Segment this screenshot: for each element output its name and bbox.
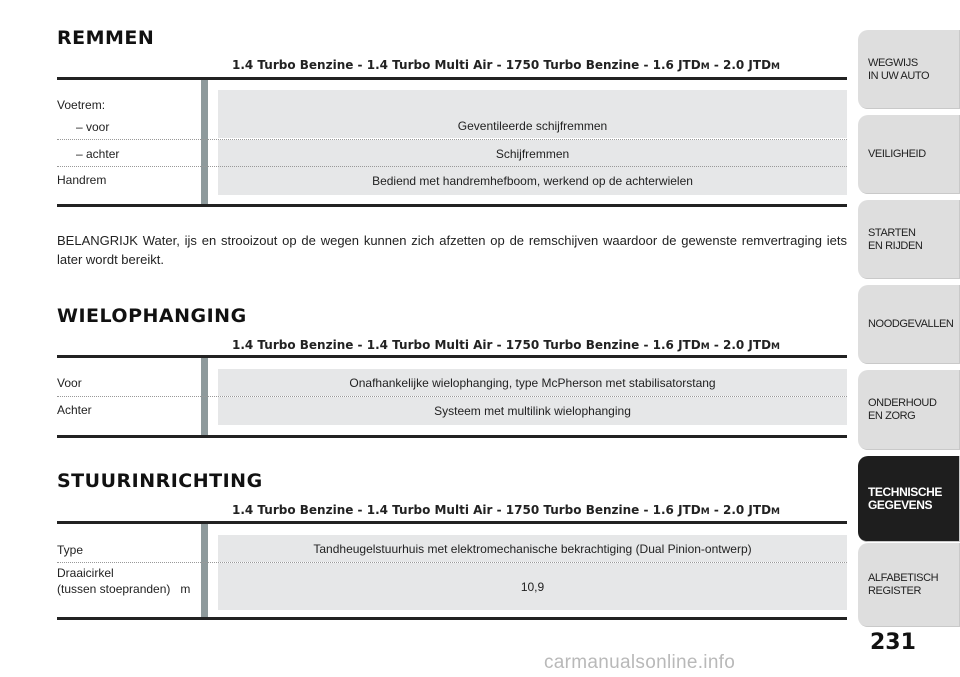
table-cell (218, 90, 847, 138)
section-rule (57, 77, 847, 80)
tab-noodgevallen[interactable] (858, 285, 960, 364)
engine-header-suffix: M (771, 507, 781, 517)
table-cell (218, 535, 847, 562)
section-title-brakes: REMMEN (57, 27, 155, 49)
table-cell (218, 563, 847, 610)
row-label: (tussen stoepranden) m (57, 582, 191, 596)
row-divider (57, 166, 847, 167)
section-title-steering: STUURINRICHTING (57, 470, 263, 492)
page-number: 231 (870, 630, 916, 655)
tab-label: STARTEN EN RIJDEN (868, 226, 923, 252)
engine-header-text: 1.4 Turbo Benzine - 1.4 Turbo Multi Air - 1750 Turbo Benzine - 1.6 JTD (232, 338, 701, 352)
row-divider (57, 396, 847, 397)
row-label: – achter (76, 147, 120, 161)
table-cell (218, 167, 847, 195)
table-cell (218, 397, 847, 425)
row-label: Voor (57, 376, 82, 390)
engine-header-suffix: M (771, 342, 781, 352)
cell-value: Geventileerde schijfremmen (457, 119, 608, 133)
watermark: carmanualsonline.info (544, 652, 736, 673)
tab-veiligheid[interactable] (858, 115, 960, 194)
important-note: BELANGRIJK Water, ijs en strooizout op de wegen kunnen zich afzetten op de remschijven waardoor de gewenste remvertraging iets later wordt bereikt. (57, 233, 847, 267)
cell-value: 10,9 (520, 579, 545, 594)
table-cell (218, 140, 847, 167)
engine-header-text: - 2.0 JTD (709, 58, 772, 72)
cell-value: Bediend met handremhefboom, werkend op de achterwielen (372, 174, 693, 188)
engine-header-text: 1.4 Turbo Benzine - 1.4 Turbo Multi Air - 1750 Turbo Benzine - 1.6 JTD (232, 58, 701, 72)
engine-header-text: - 2.0 JTD (709, 338, 772, 352)
tab-starten[interactable] (858, 200, 960, 279)
cell-value: Systeem met multilink wielophanging (434, 404, 631, 418)
tab-wegwijs[interactable] (858, 30, 960, 109)
tab-label: WEGWIJS IN UW AUTO (868, 56, 930, 82)
engine-header-text: 1.4 Turbo Benzine - 1.4 Turbo Multi Air - 1750 Turbo Benzine - 1.6 JTD (232, 503, 701, 517)
cell-value: Onafhankelijke wielophanging, type McPherson met stabilisatorstang (349, 375, 716, 390)
row-label: Voetrem: (57, 98, 106, 112)
row-label: Handrem (57, 173, 107, 187)
engine-header-text: - 2.0 JTD (709, 503, 772, 517)
row-label: Achter (57, 403, 92, 417)
column-divider (201, 524, 208, 617)
section-rule (57, 617, 847, 620)
tab-label: ALFABETISCH REGISTER (868, 572, 939, 597)
section-rule (57, 521, 847, 524)
section-rule (57, 435, 847, 438)
table-cell (218, 369, 847, 396)
row-label: Type (57, 543, 84, 557)
column-divider (201, 80, 208, 204)
engine-header-suffix: M (700, 342, 710, 352)
tab-technische-gegevens[interactable] (858, 456, 960, 542)
section-rule (57, 355, 847, 358)
engine-header-suffix: M (700, 62, 710, 72)
tab-label: VEILIGHEID (868, 148, 926, 160)
engine-header-suffix: M (700, 507, 710, 517)
section-rule (57, 204, 847, 207)
engine-header-brakes (232, 58, 847, 78)
engine-header-suffix: M (771, 62, 781, 72)
tab-label: TECHNISCHE GEGEVENS (868, 485, 943, 512)
tab-label: ONDERHOUD EN ZORG (868, 397, 937, 422)
cell-value: Schijfremmen (495, 146, 570, 161)
tab-onderhoud[interactable] (858, 370, 960, 450)
row-label: – voor (76, 120, 110, 134)
cell-value: Tandheugelstuurhuis met elektromechanische bekrachtiging (Dual Pinion-ontwerp) (313, 541, 752, 556)
tab-alfabetisch-register[interactable] (858, 543, 960, 627)
tab-label: NOODGEVALLEN (868, 318, 954, 330)
engine-header-steering (232, 503, 847, 523)
row-label: Draaicirkel (57, 566, 114, 580)
row-divider (57, 562, 847, 563)
row-divider (57, 139, 847, 140)
section-title-suspension: WIELOPHANGING (57, 305, 247, 327)
